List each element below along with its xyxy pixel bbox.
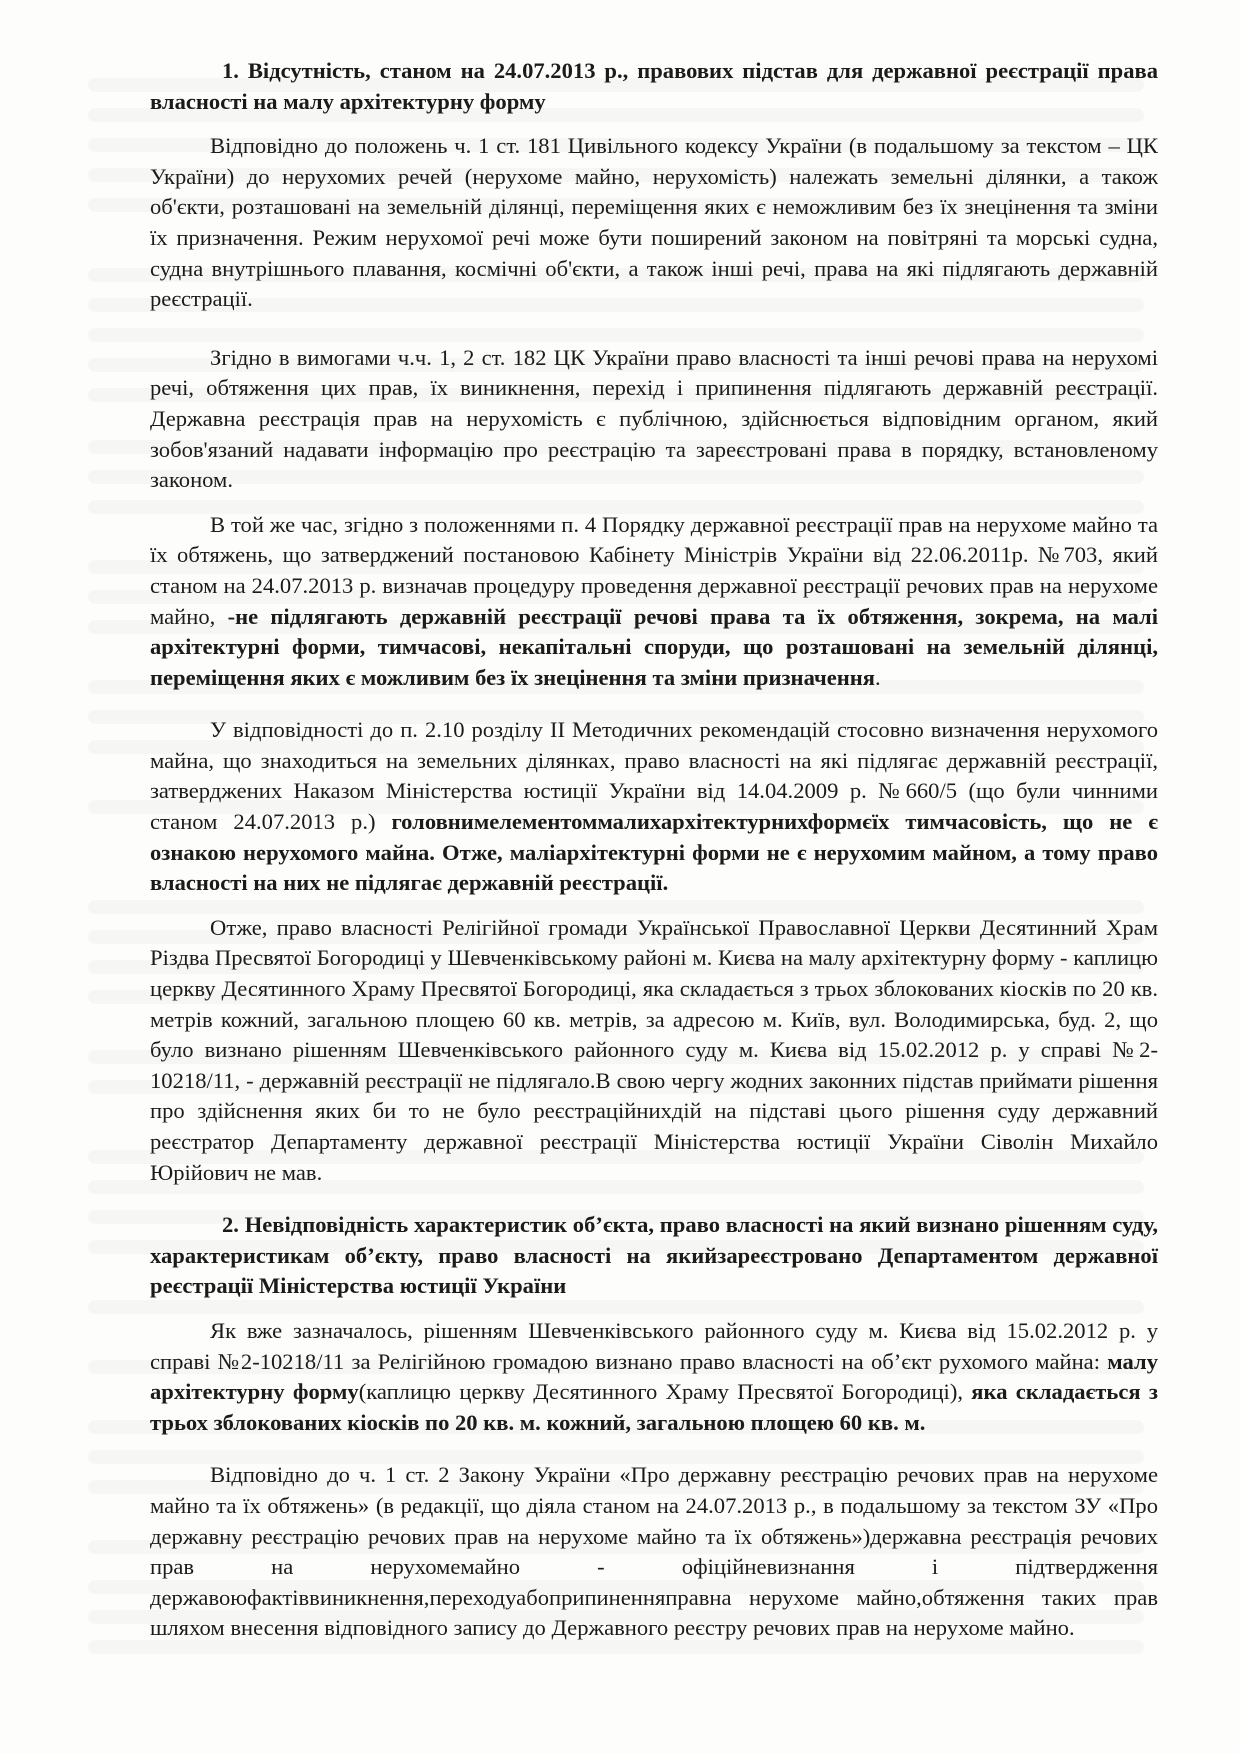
paragraph-3-end: .	[875, 664, 881, 690]
paragraph-4-bold-text: головнимелементоммалихархітектурнихформєїх тимчасовість, що не є ознакою нерухомого майна. Отже, маліархітектурні форми не є нерухомим майном, а тому право власності на них не підлягає державній реєстрації.	[150, 809, 1158, 896]
section-2-paragraph-1-bold-1: малу архітектурну форму	[150, 1348, 1158, 1405]
paragraph-3-text: В той же час, згідно з положеннями п. 4 Порядку державної реєстрації прав на нерухоме майно та їх обтяжень, що затверджений постановою Кабінету Міністрів України від 22.06.2011р. №703, який станом на 24.07.2013 р. визначав процедуру проведення державної реєстрації речових прав на нерухоме майно,	[150, 511, 1158, 629]
section-1-heading: 1. Відсутність, станом на 24.07.2013 р., правових підстав для державної реєстрації права власності на малу архітектурну форму	[150, 58, 1158, 114]
section-2-paragraph-2: Відповідно до ч. 1 ст. 2 Закону України «Про державну реєстрацію речових прав на нерухоме майно та їх обтяжень» (в редакції, що діяла станом на 24.07.2013 р., в подальшому за текстом ЗУ «Про державну реєстрацію речових прав на нерухоме майно та їх обтяжень»)державна реєстрація речових прав на нерухомемайно - офіційневизнання і підтвердження державоюфактіввиникнення,переходуабоприпиненняправна нерухоме майно,обтяження таких прав шляхом внесення відповідного запису до Державного реєстру речових прав на нерухоме майно.	[150, 1462, 1158, 1641]
section-1-paragraph-1: Відповідно до положень ч. 1 ст. 181 Цивільного кодексу України (в подальшому за текстом – ЦК України) до нерухомих речей (нерухоме майно, нерухомість) належать земельні ділянки, а також об'єкти, розташовані на земельній ділянці, переміщення яких є неможливим без їх знецінення та зміни їх призначення. Режим нерухомої речі може бути поширений законом на повітряні та морські судна, судна внутрішнього плавання, космічні об'єкти, а також інші речі, права на які підлягають державній реєстрації.	[150, 133, 1158, 312]
paragraph-4-text: У відповідності до п. 2.10 розділу ІІ Методичних рекомендацій стосовно визначення нерухомого майна, що знаходиться на земельних ділянках, право власності на які підлягає державній реєстрації, затверджених Наказом Міністерства юстиції України від 14.04.2009 р. №660/5 (що були чинними станом 24.07.2013 р.)	[150, 717, 1158, 835]
section-2-paragraph-1-middle: (каплицю церкву Десятинного Храму Пресвятої Богородиці),	[358, 1379, 972, 1405]
section-1-paragraph-4	[150, 715, 1158, 899]
section-2-paragraph-1	[150, 1316, 1158, 1438]
section-2-paragraph-1-bold-2: яка складається з трьох зблокованих кіосків по 20 кв. м. кожний, загальною площею 60 кв. м.	[150, 1379, 1158, 1435]
section-1-paragraph-2: Згідно в вимогами ч.ч. 1, 2 ст. 182 ЦК України право власності та інші речові права на нерухомі речі, обтяження цих прав, їх виникнення, перехід і припинення підлягають державній реєстрації. Державна реєстрація прав на нерухомість є публічною, здійснюється відповідним органом, який зобов'язаний надавати інформацію про реєстрацію та зареєстровані права в порядку, встановленому законом.	[150, 344, 1158, 493]
paragraph-3-bold-text: -не підлягають державній реєстрації речові права та їх обтяження, зокрема, на малі архітектурні форми, тимчасові, некапітальні споруди, що розташовані на земельній ділянці, переміщення яких є можливим без їх знецінення та зміни призначення	[150, 603, 1159, 690]
document-body	[150, 56, 1158, 1644]
section-2-heading: 2. Невідповідність характеристик об’єкта, право власності на який визнано рішенням суду, характеристикам об’єкту, право власності на якийзареєстровано Департаментом державної реєстрації Міністерства юстиції України	[150, 1212, 1158, 1299]
section-1-paragraph-3	[150, 510, 1158, 694]
section-1-paragraph-5: Отже, право власності Релігійної громади Української Православної Церкви Десятинний Храм Різдва Пресвятої Богородиці у Шевченківському районі м. Києва на малу архітектурну форму - каплицю церкву Десятинного Храму Пресвятої Богородиці, яка складається з трьох зблокованих кіосків по 20 кв. метрів кожний, загальною площею 60 кв. метрів, за адресою м. Київ, вул. Володимирська, буд. 2, що було визнано рішенням Шевченківського районного суду м. Києва від 15.02.2012 р. у справі №2-10218/11, - державній реєстрації не підлягало.В свою чергу жодних законних підстав приймати рішення про здійснення яких би то не було реєстраційнихдій на підставі цього рішення суду державний реєстратор Департаменту державної реєстрації Міністерства юстиції України Сіволін Михайло Юрійович не мав.	[150, 914, 1159, 1185]
section-2-paragraph-1-text: Як вже зазначалось, рішенням Шевченківського районного суду м. Києва від 15.02.2012 р. у справі №2-10218/11 за Релігійною громадою визнано право власності на об’єкт рухомого майна:	[150, 1317, 1158, 1374]
